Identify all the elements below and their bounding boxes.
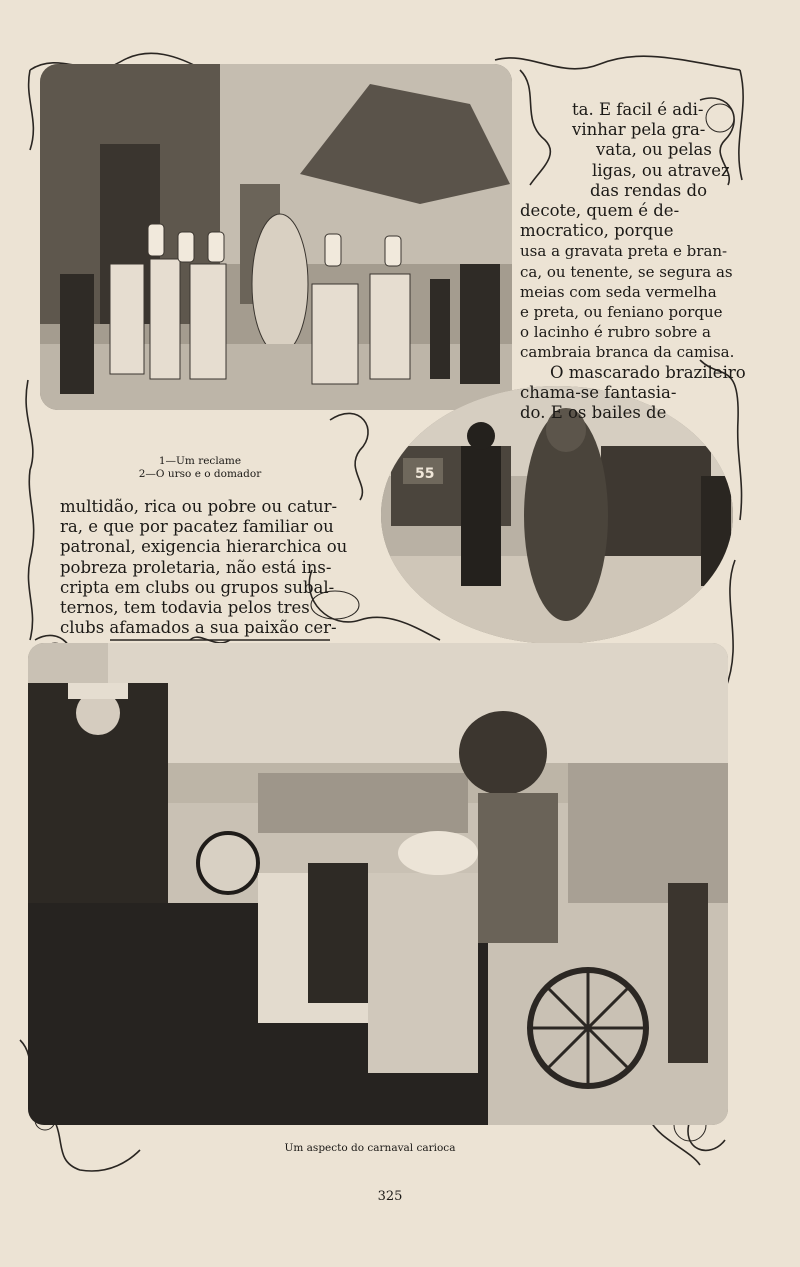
text-line: decote, quem é de- — [520, 201, 680, 221]
text-line: do. E os bailes de — [520, 403, 667, 423]
text-line: o lacinho é rubro sobre a — [520, 323, 711, 342]
text-line: chama-se fantasia- — [520, 382, 677, 402]
caption-photo-main: Um aspecto do carnaval carioca — [284, 1142, 456, 1154]
page-number: 325 — [377, 1189, 403, 1204]
text-line: cripta em clubs ou grupos subal- — [60, 577, 335, 597]
text-line: vinhar pela gra- — [572, 120, 706, 140]
text-line: clubs afamados a sua paixão cer- — [60, 618, 337, 638]
text-line: ta. E facil é adi- — [572, 100, 704, 119]
text-line: meias com seda vermelha — [520, 282, 717, 301]
text-line: vata, ou pelas — [596, 140, 712, 160]
text-line: mocratico, porque — [520, 221, 674, 241]
photo-bear-and-tamer — [381, 386, 733, 644]
text-line: e preta, ou feniano porque — [520, 303, 723, 322]
text-line: ra, e que por pacatez familiar ou — [60, 517, 334, 537]
photo-advertisement-procession — [40, 64, 512, 410]
text-line: ca, ou tenente, se segura as — [520, 262, 733, 281]
text-line: pobreza proletaria, não está ins- — [60, 557, 332, 577]
caption-photo-1: 1—Um reclame — [158, 455, 242, 467]
text-line: ternos, tem todavia pelos tres — [60, 598, 310, 618]
article-text-left-column — [60, 497, 348, 638]
text-line: ligas, ou atravez — [592, 160, 730, 180]
article-text-top-column — [520, 100, 746, 423]
text-line: cambraia branca da camisa. — [520, 343, 735, 362]
text-line: das rendas do — [590, 180, 707, 200]
text-line: usa a gravata preta e bran- — [520, 242, 728, 261]
text-line: patronal, exigencia hierarchica ou — [60, 537, 348, 557]
text-line: multidão, rica ou pobre ou catur- — [60, 497, 338, 516]
text-line: O mascarado brazileiro — [550, 362, 746, 382]
tram-number: 55 — [415, 466, 435, 482]
caption-photo-2: 2—O urso e o domador — [138, 468, 262, 480]
photo-carnival-carriage — [28, 643, 728, 1125]
photo-captions — [120, 455, 280, 481]
